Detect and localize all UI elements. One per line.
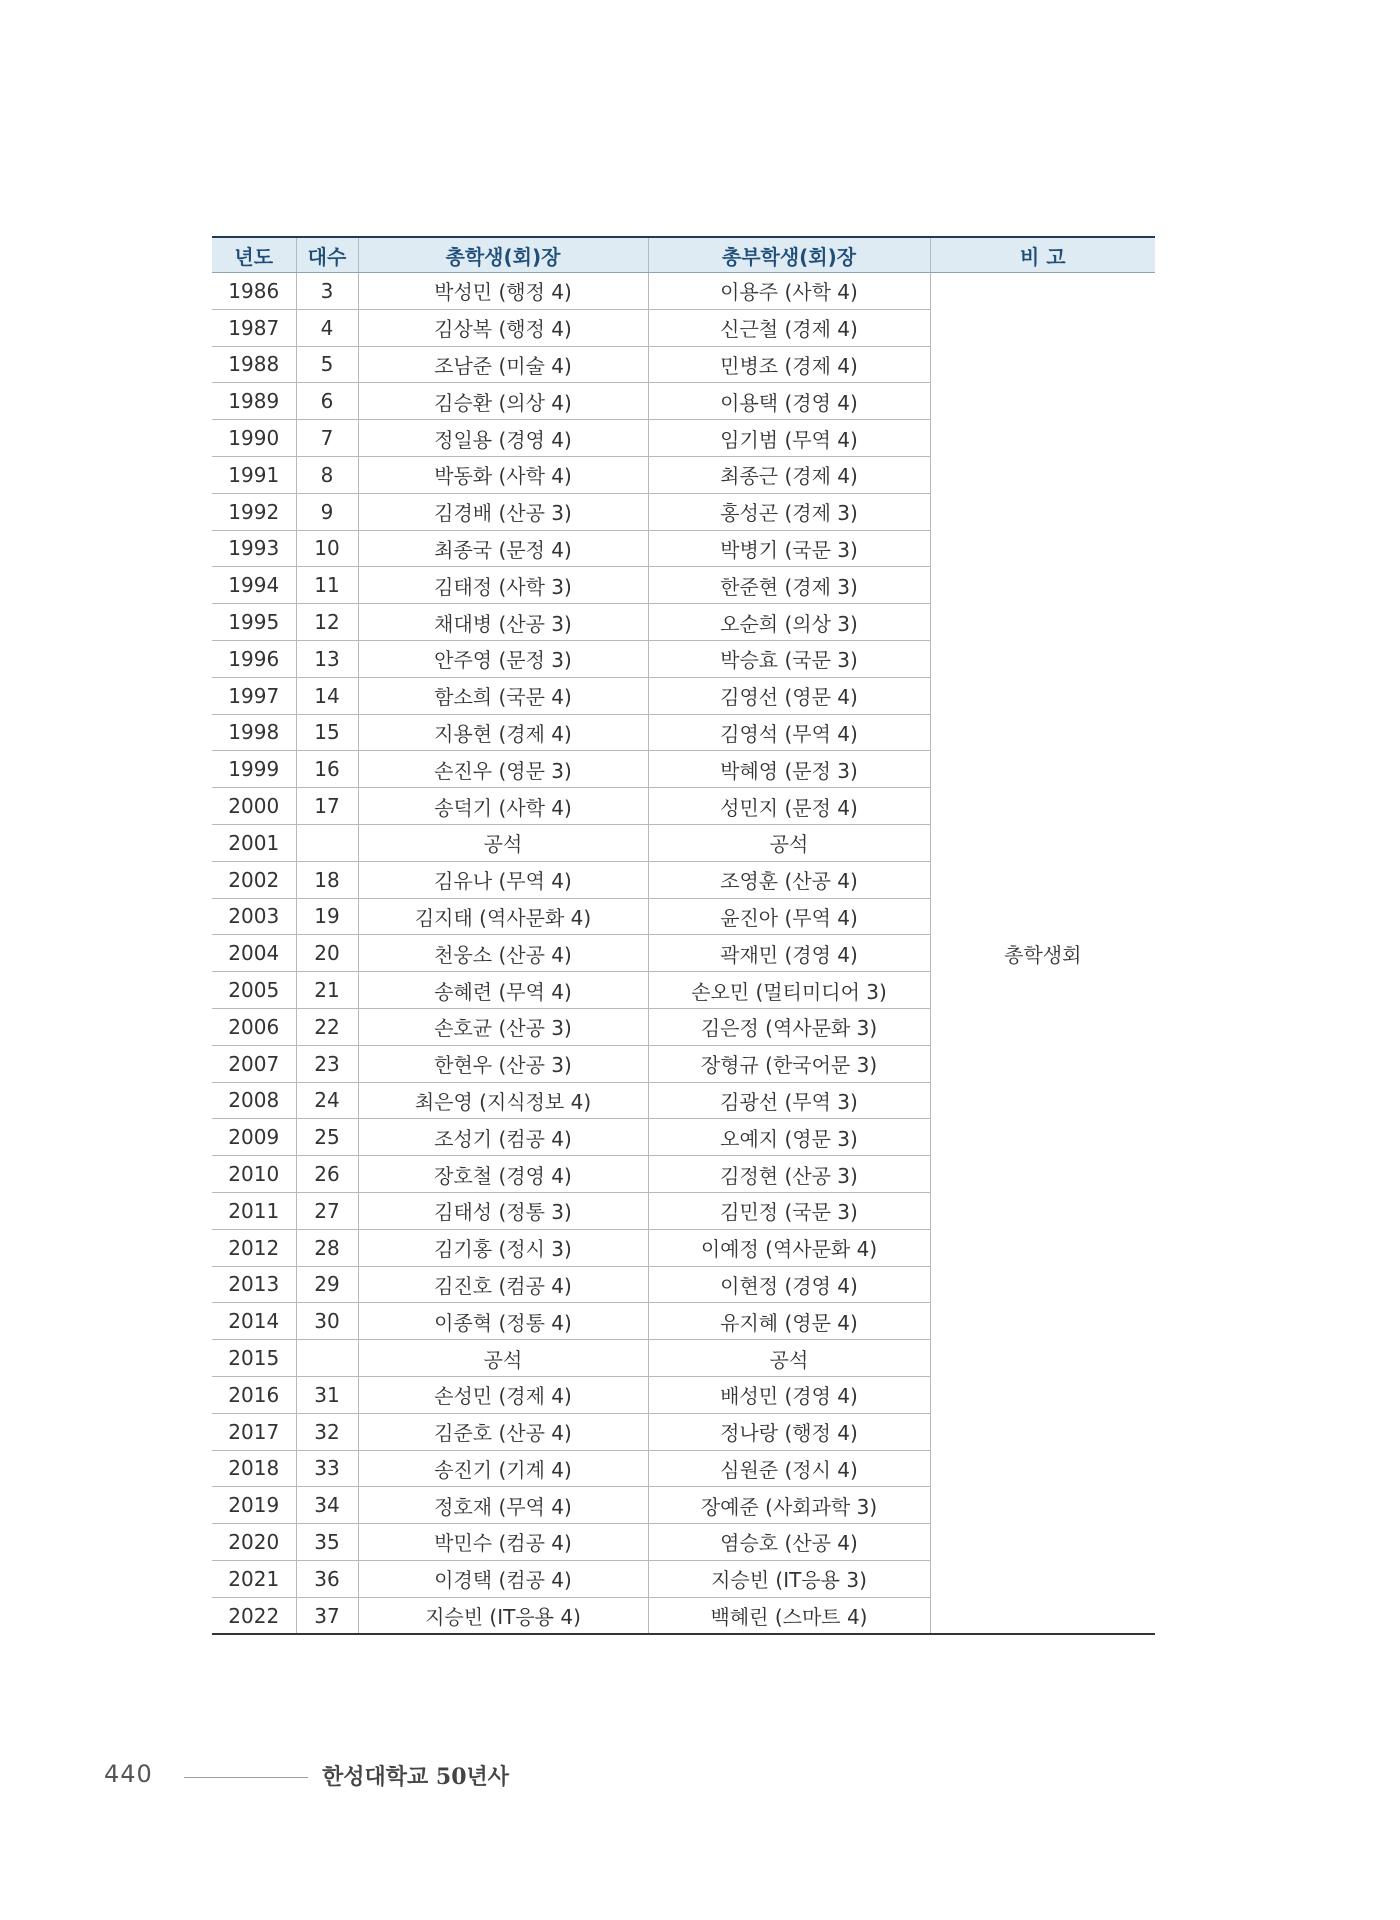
vice-president-cell: 박병기 (국문 3) bbox=[648, 530, 930, 567]
generation-cell: 34 bbox=[296, 1487, 358, 1524]
generation-cell bbox=[296, 824, 358, 861]
vice-president-cell: 장형규 (한국어문 3) bbox=[648, 1045, 930, 1082]
president-cell: 김상복 (행정 4) bbox=[358, 309, 648, 346]
vice-president-cell: 김영석 (무역 4) bbox=[648, 714, 930, 751]
header-remarks: 비 고 bbox=[930, 237, 1155, 273]
vice-president-cell: 조영훈 (산공 4) bbox=[648, 861, 930, 898]
year-cell: 2002 bbox=[212, 861, 296, 898]
president-cell: 조남준 (미술 4) bbox=[358, 346, 648, 383]
generation-cell: 27 bbox=[296, 1192, 358, 1229]
generation-cell: 30 bbox=[296, 1303, 358, 1340]
president-cell: 김기홍 (정시 3) bbox=[358, 1229, 648, 1266]
year-cell: 1998 bbox=[212, 714, 296, 751]
generation-cell: 17 bbox=[296, 788, 358, 825]
generation-cell bbox=[296, 1340, 358, 1377]
year-cell: 1994 bbox=[212, 567, 296, 604]
year-cell: 2020 bbox=[212, 1524, 296, 1561]
president-cell: 채대병 (산공 3) bbox=[358, 604, 648, 641]
year-cell: 2019 bbox=[212, 1487, 296, 1524]
year-cell: 2008 bbox=[212, 1082, 296, 1119]
generation-cell: 18 bbox=[296, 861, 358, 898]
year-cell: 1993 bbox=[212, 530, 296, 567]
year-cell: 1990 bbox=[212, 420, 296, 457]
vice-president-cell: 성민지 (문정 4) bbox=[648, 788, 930, 825]
table-row bbox=[212, 273, 1155, 310]
vice-president-cell: 손오민 (멀티미디어 3) bbox=[648, 972, 930, 1009]
page-number: 440 bbox=[104, 1760, 153, 1788]
president-cell: 정호재 (무역 4) bbox=[358, 1487, 648, 1524]
generation-cell: 28 bbox=[296, 1229, 358, 1266]
header-generation: 대수 bbox=[296, 237, 358, 273]
president-cell: 김태성 (정통 3) bbox=[358, 1192, 648, 1229]
generation-cell: 33 bbox=[296, 1450, 358, 1487]
president-cell: 공석 bbox=[358, 824, 648, 861]
vice-president-cell: 이용택 (경영 4) bbox=[648, 383, 930, 420]
president-cell: 최종국 (문정 4) bbox=[358, 530, 648, 567]
vice-president-cell: 곽재민 (경영 4) bbox=[648, 935, 930, 972]
footer-divider bbox=[184, 1777, 308, 1778]
vice-president-cell: 이현정 (경영 4) bbox=[648, 1266, 930, 1303]
vice-president-cell: 심원준 (정시 4) bbox=[648, 1450, 930, 1487]
table-body bbox=[212, 273, 1155, 1635]
generation-cell: 23 bbox=[296, 1045, 358, 1082]
year-cell: 2010 bbox=[212, 1156, 296, 1193]
vice-president-cell: 정나랑 (행정 4) bbox=[648, 1413, 930, 1450]
vice-president-cell: 민병조 (경제 4) bbox=[648, 346, 930, 383]
vice-president-cell: 오예지 (영문 3) bbox=[648, 1119, 930, 1156]
president-cell: 이종혁 (정통 4) bbox=[358, 1303, 648, 1340]
president-cell: 김태정 (사학 3) bbox=[358, 567, 648, 604]
year-cell: 2003 bbox=[212, 898, 296, 935]
vice-president-cell: 김정현 (산공 3) bbox=[648, 1156, 930, 1193]
president-cell: 송혜련 (무역 4) bbox=[358, 972, 648, 1009]
generation-cell: 12 bbox=[296, 604, 358, 641]
president-cell: 지용현 (경제 4) bbox=[358, 714, 648, 751]
president-cell: 조성기 (컴공 4) bbox=[358, 1119, 648, 1156]
president-cell: 박성민 (행정 4) bbox=[358, 273, 648, 310]
generation-cell: 32 bbox=[296, 1413, 358, 1450]
year-cell: 2018 bbox=[212, 1450, 296, 1487]
generation-cell: 13 bbox=[296, 640, 358, 677]
table-header-row bbox=[212, 237, 1155, 273]
president-cell: 손호균 (산공 3) bbox=[358, 1008, 648, 1045]
vice-president-cell: 이용주 (사학 4) bbox=[648, 273, 930, 310]
generation-cell: 36 bbox=[296, 1560, 358, 1597]
header-president: 총학생(회)장 bbox=[358, 237, 648, 273]
generation-cell: 9 bbox=[296, 493, 358, 530]
generation-cell: 6 bbox=[296, 383, 358, 420]
president-cell: 김진호 (컴공 4) bbox=[358, 1266, 648, 1303]
generation-cell: 4 bbox=[296, 309, 358, 346]
vice-president-cell: 공석 bbox=[648, 1340, 930, 1377]
generation-cell: 24 bbox=[296, 1082, 358, 1119]
year-cell: 2016 bbox=[212, 1376, 296, 1413]
generation-cell: 29 bbox=[296, 1266, 358, 1303]
president-cell: 박민수 (컴공 4) bbox=[358, 1524, 648, 1561]
generation-cell: 10 bbox=[296, 530, 358, 567]
president-cell: 안주영 (문정 3) bbox=[358, 640, 648, 677]
generation-cell: 8 bbox=[296, 456, 358, 493]
president-cell: 정일용 (경영 4) bbox=[358, 420, 648, 457]
year-cell: 1986 bbox=[212, 273, 296, 310]
generation-cell: 37 bbox=[296, 1597, 358, 1634]
generation-cell: 35 bbox=[296, 1524, 358, 1561]
vice-president-cell: 장예준 (사회과학 3) bbox=[648, 1487, 930, 1524]
vice-president-cell: 김민정 (국문 3) bbox=[648, 1192, 930, 1229]
president-cell: 김지태 (역사문화 4) bbox=[358, 898, 648, 935]
year-cell: 2013 bbox=[212, 1266, 296, 1303]
vice-president-cell: 유지혜 (영문 4) bbox=[648, 1303, 930, 1340]
president-cell: 한현우 (산공 3) bbox=[358, 1045, 648, 1082]
president-cell: 손진우 (영문 3) bbox=[358, 751, 648, 788]
generation-cell: 25 bbox=[296, 1119, 358, 1156]
president-cell: 손성민 (경제 4) bbox=[358, 1376, 648, 1413]
year-cell: 1997 bbox=[212, 677, 296, 714]
vice-president-cell: 임기범 (무역 4) bbox=[648, 420, 930, 457]
year-cell: 2021 bbox=[212, 1560, 296, 1597]
year-cell: 2015 bbox=[212, 1340, 296, 1377]
year-cell: 1991 bbox=[212, 456, 296, 493]
president-cell: 공석 bbox=[358, 1340, 648, 1377]
president-cell: 송덕기 (사학 4) bbox=[358, 788, 648, 825]
year-cell: 2006 bbox=[212, 1008, 296, 1045]
vice-president-cell: 김광선 (무역 3) bbox=[648, 1082, 930, 1119]
year-cell: 1989 bbox=[212, 383, 296, 420]
year-cell: 1995 bbox=[212, 604, 296, 641]
president-cell: 지승빈 (IT응용 4) bbox=[358, 1597, 648, 1634]
year-cell: 2022 bbox=[212, 1597, 296, 1634]
president-cell: 송진기 (기계 4) bbox=[358, 1450, 648, 1487]
year-cell: 1996 bbox=[212, 640, 296, 677]
generation-cell: 21 bbox=[296, 972, 358, 1009]
vice-president-cell: 염승호 (산공 4) bbox=[648, 1524, 930, 1561]
president-cell: 김경배 (산공 3) bbox=[358, 493, 648, 530]
vice-president-cell: 김영선 (영문 4) bbox=[648, 677, 930, 714]
book-title: 한성대학교 50년사 bbox=[322, 1764, 510, 1790]
vice-president-cell: 백혜린 (스마트 4) bbox=[648, 1597, 930, 1634]
vice-president-cell: 윤진아 (무역 4) bbox=[648, 898, 930, 935]
year-cell: 2011 bbox=[212, 1192, 296, 1229]
vice-president-cell: 박혜영 (문정 3) bbox=[648, 751, 930, 788]
year-cell: 2009 bbox=[212, 1119, 296, 1156]
year-cell: 2014 bbox=[212, 1303, 296, 1340]
generation-cell: 20 bbox=[296, 935, 358, 972]
president-cell: 함소희 (국문 4) bbox=[358, 677, 648, 714]
year-cell: 1999 bbox=[212, 751, 296, 788]
generation-cell: 22 bbox=[296, 1008, 358, 1045]
generation-cell: 5 bbox=[296, 346, 358, 383]
president-cell: 최은영 (지식정보 4) bbox=[358, 1082, 648, 1119]
vice-president-cell: 최종근 (경제 4) bbox=[648, 456, 930, 493]
year-cell: 1992 bbox=[212, 493, 296, 530]
vice-president-cell: 한준현 (경제 3) bbox=[648, 567, 930, 604]
year-cell: 2017 bbox=[212, 1413, 296, 1450]
vice-president-cell: 공석 bbox=[648, 824, 930, 861]
year-cell: 2001 bbox=[212, 824, 296, 861]
generation-cell: 3 bbox=[296, 273, 358, 310]
vice-president-cell: 김은정 (역사문화 3) bbox=[648, 1008, 930, 1045]
generation-cell: 31 bbox=[296, 1376, 358, 1413]
year-cell: 2007 bbox=[212, 1045, 296, 1082]
president-cell: 김준호 (산공 4) bbox=[358, 1413, 648, 1450]
vice-president-cell: 이예정 (역사문화 4) bbox=[648, 1229, 930, 1266]
year-cell: 2005 bbox=[212, 972, 296, 1009]
vice-president-cell: 배성민 (경영 4) bbox=[648, 1376, 930, 1413]
generation-cell: 19 bbox=[296, 898, 358, 935]
year-cell: 2000 bbox=[212, 788, 296, 825]
generation-cell: 16 bbox=[296, 751, 358, 788]
year-cell: 2012 bbox=[212, 1229, 296, 1266]
president-cell: 천웅소 (산공 4) bbox=[358, 935, 648, 972]
vice-president-cell: 홍성곤 (경제 3) bbox=[648, 493, 930, 530]
vice-president-cell: 신근철 (경제 4) bbox=[648, 309, 930, 346]
vice-president-cell: 박승효 (국문 3) bbox=[648, 640, 930, 677]
generation-cell: 26 bbox=[296, 1156, 358, 1193]
vice-president-cell: 지승빈 (IT응용 3) bbox=[648, 1560, 930, 1597]
generation-cell: 14 bbox=[296, 677, 358, 714]
generation-cell: 15 bbox=[296, 714, 358, 751]
year-cell: 1987 bbox=[212, 309, 296, 346]
vice-president-cell: 오순희 (의상 3) bbox=[648, 604, 930, 641]
president-cell: 김유나 (무역 4) bbox=[358, 861, 648, 898]
president-cell: 이경택 (컴공 4) bbox=[358, 1560, 648, 1597]
generation-cell: 11 bbox=[296, 567, 358, 604]
year-cell: 2004 bbox=[212, 935, 296, 972]
remarks-cell: 총학생회 bbox=[930, 273, 1155, 1635]
generation-cell: 7 bbox=[296, 420, 358, 457]
year-cell: 1988 bbox=[212, 346, 296, 383]
header-year: 년도 bbox=[212, 237, 296, 273]
president-cell: 김승환 (의상 4) bbox=[358, 383, 648, 420]
president-cell: 장호철 (경영 4) bbox=[358, 1156, 648, 1193]
president-cell: 박동화 (사학 4) bbox=[358, 456, 648, 493]
header-vice-president: 총부학생(회)장 bbox=[648, 237, 930, 273]
student-council-table bbox=[212, 236, 1155, 1635]
